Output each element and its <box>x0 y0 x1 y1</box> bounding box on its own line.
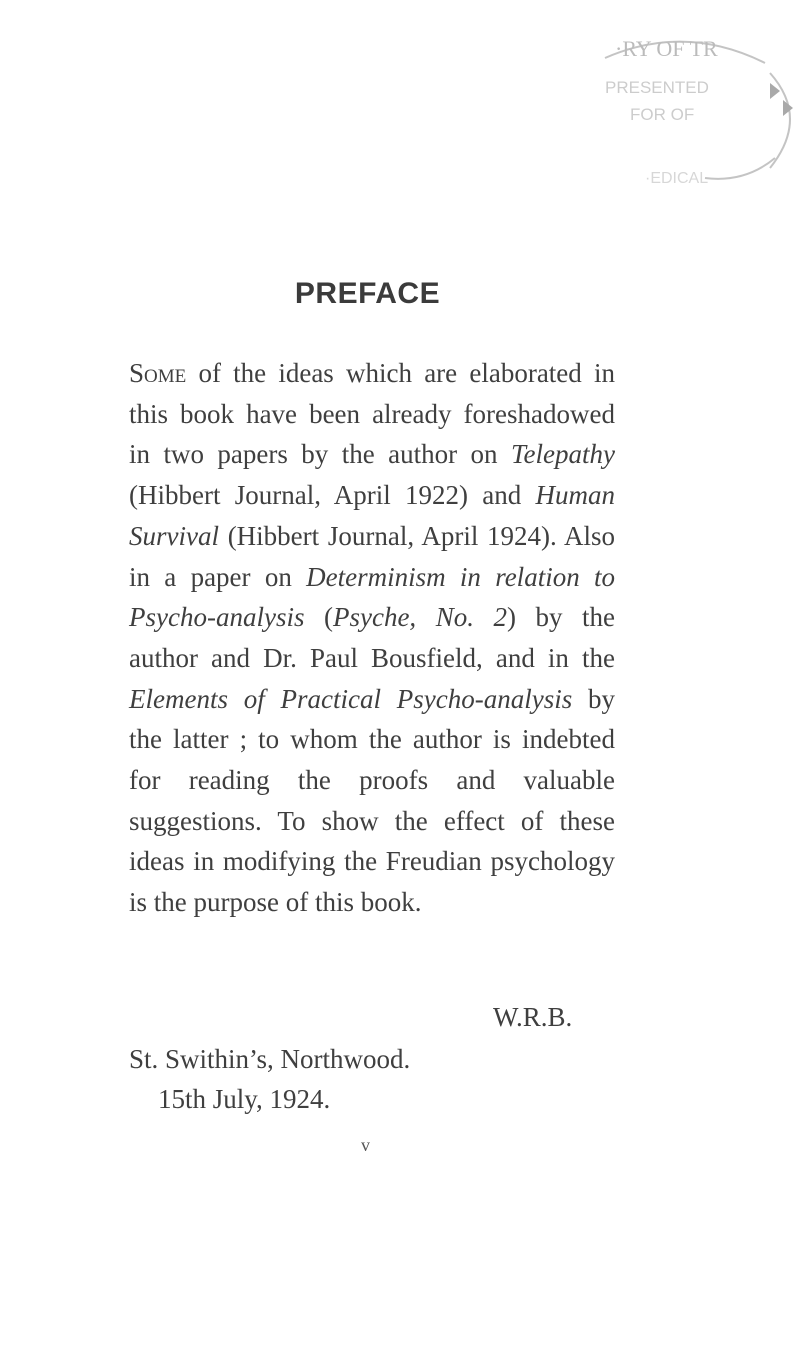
text-run: (Hibbert Journal, April 1924). Also in a paper on <box>129 520 615 592</box>
preface-paragraph <box>129 353 615 923</box>
date-line: 15th July, 1924. <box>158 1084 331 1114</box>
first-word: Some <box>129 358 187 388</box>
title-elements: Elements of Practical Psycho-analysis <box>129 683 573 714</box>
title-telepathy: Telepathy <box>511 439 615 470</box>
stamp-text-mid1: PRESENTED <box>605 78 709 97</box>
place-line: St. Swithin’s, Northwood. <box>129 1044 411 1074</box>
stamp-text-bottom: ·EDICAL <box>645 170 709 187</box>
stamp-text-mid2: FOR OF <box>630 105 695 124</box>
text-run: (Hibbert Journal, April 1922) and <box>129 480 536 511</box>
text-run: ( <box>304 602 333 633</box>
text-run: ) by the author and Dr. Paul Bousfield, and in the <box>129 602 615 673</box>
text-run: of the ideas which are elaborated in this book have been already foreshadowed in two papers by the author on <box>129 358 615 470</box>
author-initials: W.R.B. <box>493 1002 573 1032</box>
text-run: by the latter ; to whom the author is indebted for reading the proofs and valuable suggestions. To show the effect of these ideas in modifying the Freudian psychology is the purpose of this book. <box>129 683 616 918</box>
title-psyche: Psyche, No. 2 <box>332 602 507 633</box>
page-title: PREFACE <box>294 277 441 310</box>
page-number: v <box>361 1135 370 1155</box>
title-determinism: Determinism in relation to Psycho-analysis <box>129 561 615 633</box>
library-stamp-icon <box>575 28 801 193</box>
title-human-survival: Human Survival <box>129 480 615 551</box>
stamp-text-top: ·RY OF TR <box>615 36 718 61</box>
